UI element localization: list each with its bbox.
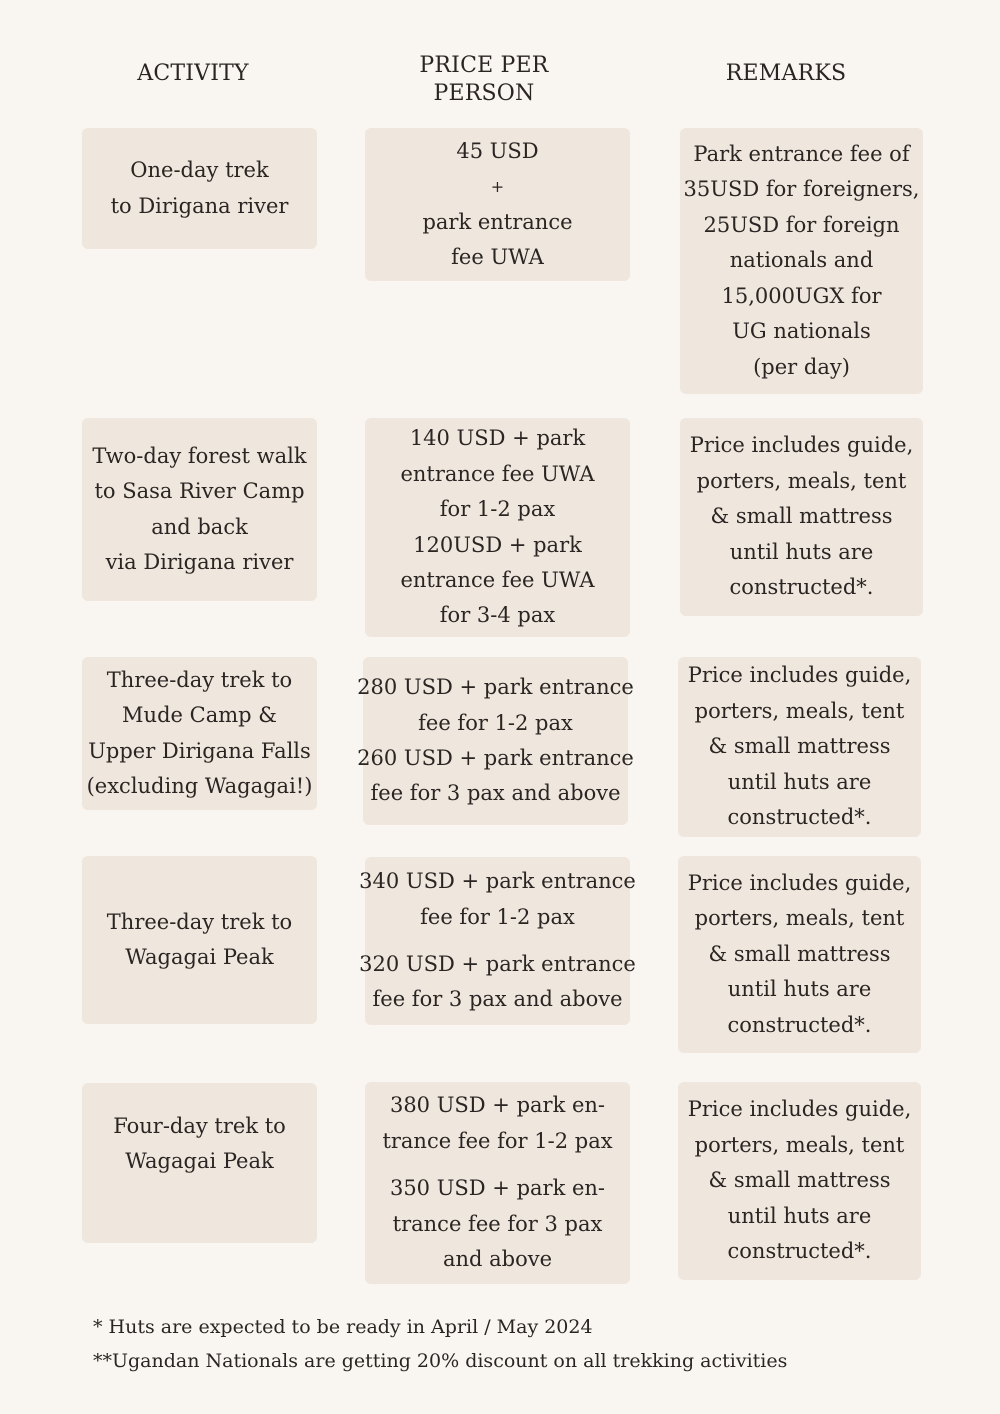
cell-line: entrance fee UWA bbox=[400, 567, 595, 592]
cell-line: 350 USD + park en- bbox=[389, 1176, 606, 1201]
cell-line: Price includes guide, bbox=[687, 663, 912, 688]
cell-line: and back bbox=[151, 514, 248, 539]
footnote-discount: **Ugandan Nationals are getting 20% discount on all trekking activities bbox=[93, 1350, 788, 1372]
cell-line: to Dirigana river bbox=[110, 193, 289, 218]
cell-line: 35USD for foreigners, bbox=[683, 177, 920, 202]
cell-line: 320 USD + park entrance bbox=[359, 952, 636, 976]
cell-line: Three-day trek to bbox=[106, 909, 293, 934]
cell-line: constructed*. bbox=[727, 1239, 872, 1264]
header-price bbox=[384, 52, 584, 108]
cell-line: 25USD for foreign bbox=[703, 212, 900, 237]
remarks-cell bbox=[678, 856, 921, 1053]
cell-line: constructed*. bbox=[727, 1012, 872, 1037]
cell-line: (per day) bbox=[753, 354, 850, 379]
remarks-cell bbox=[678, 1082, 921, 1280]
price-cell bbox=[365, 128, 630, 281]
cell-line: Price includes guide, bbox=[687, 870, 912, 895]
cell-line: Wagagai Peak bbox=[125, 1149, 274, 1174]
cell-line: fee for 3 pax and above bbox=[372, 987, 623, 1012]
cell-line: for 3-4 pax bbox=[439, 603, 556, 628]
cell-line: & small mattress bbox=[710, 504, 893, 529]
cell-line: until huts are bbox=[727, 977, 872, 1002]
header-remarks bbox=[686, 60, 886, 88]
price-cell bbox=[357, 657, 634, 825]
cell-line: & small mattress bbox=[708, 734, 891, 759]
header-price-line1: PRICE PER bbox=[419, 53, 549, 78]
price-cell bbox=[365, 1082, 630, 1284]
cell-line: constructed*. bbox=[727, 805, 872, 830]
cell-line: trance fee for 3 pax bbox=[392, 1211, 603, 1236]
cell-line: trance fee for 1-2 pax bbox=[382, 1128, 613, 1153]
activity-cell bbox=[82, 418, 317, 601]
cell-line: Park entrance fee of bbox=[693, 142, 910, 167]
remarks-cell bbox=[680, 128, 923, 394]
cell-line: nationals and bbox=[729, 248, 874, 273]
cell-line: fee for 1-2 pax bbox=[418, 710, 573, 735]
cell-line: porters, meals, tent bbox=[694, 906, 905, 931]
footnote-huts: * Huts are expected to be ready in April / May 2024 bbox=[93, 1316, 593, 1338]
cell-line: entrance fee UWA bbox=[400, 461, 595, 486]
cell-line: + bbox=[490, 177, 505, 197]
cell-line: 45 USD bbox=[456, 138, 539, 163]
cell-line: 120USD + park bbox=[413, 532, 582, 557]
activity-cell bbox=[82, 1083, 317, 1243]
header-price-line2: PERSON bbox=[433, 81, 535, 106]
cell-line: 140 USD + park bbox=[409, 426, 586, 451]
header-remarks-label: REMARKS bbox=[725, 61, 847, 86]
activity-cell bbox=[82, 856, 317, 1024]
cell-line: Wagagai Peak bbox=[125, 945, 274, 969]
activity-cell bbox=[82, 657, 317, 810]
cell-line: & small mattress bbox=[708, 1168, 891, 1193]
cell-line: porters, meals, tent bbox=[694, 1132, 905, 1157]
cell-line: porters, meals, tent bbox=[694, 698, 905, 723]
cell-line: porters, meals, tent bbox=[696, 468, 907, 493]
cell-line: fee for 1-2 pax bbox=[420, 904, 575, 929]
cell-line: UG nationals bbox=[732, 319, 871, 344]
cell-line: to Sasa River Camp bbox=[94, 479, 305, 504]
cell-line: Two-day forest walk bbox=[92, 443, 307, 468]
cell-line: for 1-2 pax bbox=[439, 497, 556, 522]
cell-line: until huts are bbox=[727, 1203, 872, 1228]
cell-line: Four-day trek to bbox=[113, 1114, 286, 1138]
cell-line: (excluding Wagagai!) bbox=[86, 773, 313, 798]
header-activity bbox=[93, 60, 293, 88]
cell-line: 340 USD + park entrance bbox=[359, 869, 636, 894]
cell-line: 280 USD + park entrance bbox=[357, 675, 634, 700]
price-cell bbox=[359, 857, 636, 1025]
cell-line: One-day trek bbox=[130, 158, 269, 183]
activity-cell bbox=[82, 128, 317, 249]
cell-line: park entrance bbox=[422, 209, 573, 234]
cell-line: fee for 3 pax and above bbox=[370, 781, 621, 806]
cell-line: Upper Dirigana Falls bbox=[88, 738, 311, 763]
cell-line: via Dirigana river bbox=[105, 549, 294, 574]
cell-line: 380 USD + park en- bbox=[389, 1093, 606, 1118]
cell-line: constructed*. bbox=[729, 575, 874, 600]
cell-line: Three-day trek to bbox=[106, 667, 293, 692]
cell-line: until huts are bbox=[727, 769, 872, 794]
cell-line: fee UWA bbox=[451, 244, 544, 269]
cell-line: 15,000UGX for bbox=[721, 283, 882, 308]
cell-line: Price includes guide, bbox=[687, 1097, 912, 1122]
header-activity-label: ACTIVITY bbox=[137, 61, 249, 86]
cell-line: Mude Camp & bbox=[122, 703, 277, 728]
cell-line: and above bbox=[442, 1247, 553, 1272]
cell-line: until huts are bbox=[729, 539, 874, 564]
price-cell bbox=[365, 418, 630, 637]
cell-line: Price includes guide, bbox=[689, 433, 914, 458]
remarks-cell bbox=[678, 657, 921, 837]
remarks-cell bbox=[680, 418, 923, 616]
cell-line: & small mattress bbox=[708, 941, 891, 966]
cell-line: 260 USD + park entrance bbox=[357, 746, 634, 770]
